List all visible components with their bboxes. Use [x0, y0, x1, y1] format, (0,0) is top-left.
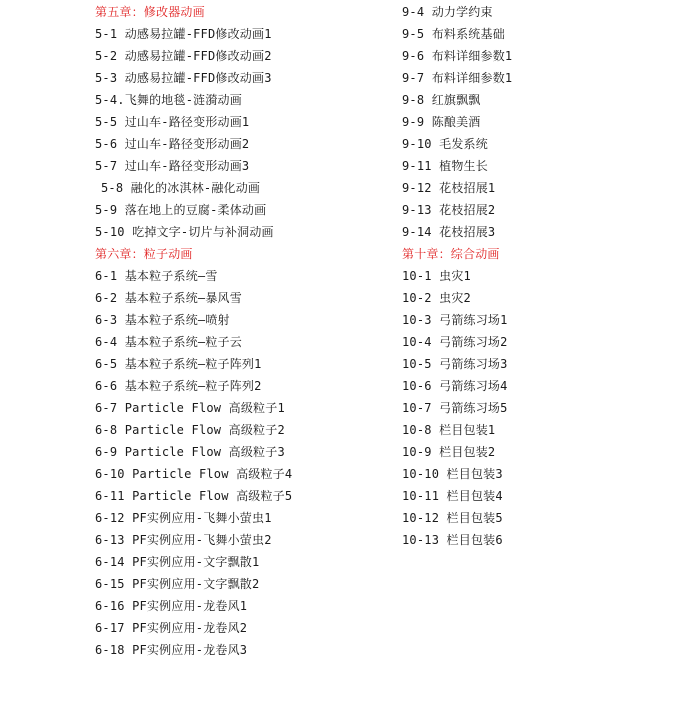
- lesson-item: 9-9 陈酿美酒: [402, 115, 481, 129]
- lesson-item: 6-3 基本粒子系统—喷射: [95, 313, 230, 327]
- lesson-item: 10-2 虫灾2: [402, 291, 471, 305]
- lesson-item: 9-11 植物生长: [402, 159, 488, 173]
- lesson-item: 6-6 基本粒子系统—粒子阵列2: [95, 379, 262, 393]
- lesson-item: 6-15 PF实例应用-文字飘散2: [95, 577, 260, 591]
- lesson-item: 6-18 PF实例应用-龙卷风3: [95, 643, 248, 657]
- lesson-item: 5-7 过山车-路径变形动画3: [95, 159, 250, 173]
- lesson-item: 10-13 栏目包装6: [402, 533, 503, 547]
- lesson-item: 9-7 布料详细参数1: [402, 71, 513, 85]
- lesson-item: 6-5 基本粒子系统—粒子阵列1: [95, 357, 262, 371]
- chapter-heading: 第六章：粒子动画: [95, 247, 193, 261]
- lesson-item: 10-6 弓箭练习场4: [402, 379, 508, 393]
- chapter-heading: 第五章：修改器动画: [95, 5, 205, 19]
- lesson-item: 6-16 PF实例应用-龙卷风1: [95, 599, 248, 613]
- lesson-item: 6-8 Particle Flow 高级粒子2: [95, 423, 285, 437]
- lesson-item: 9-12 花枝招展1: [402, 181, 496, 195]
- lesson-item: 6-12 PF实例应用-飞舞小萤虫1: [95, 511, 272, 525]
- lesson-item: 10-8 栏目包装1: [402, 423, 496, 437]
- lesson-item: 9-10 毛发系统: [402, 137, 488, 151]
- lesson-item: 9-4 动力学约束: [402, 5, 493, 19]
- lesson-item: 10-5 弓箭练习场3: [402, 357, 508, 371]
- lesson-item: 6-10 Particle Flow 高级粒子4: [95, 467, 293, 481]
- lesson-item: 6-14 PF实例应用-文字飘散1: [95, 555, 260, 569]
- lesson-item: 6-2 基本粒子系统—暴风雪: [95, 291, 242, 305]
- lesson-item: 5-5 过山车-路径变形动画1: [95, 115, 250, 129]
- lesson-item: 10-4 弓箭练习场2: [402, 335, 508, 349]
- lesson-item: 6-9 Particle Flow 高级粒子3: [95, 445, 285, 459]
- lesson-item: 9-14 花枝招展3: [402, 225, 496, 239]
- lesson-item: 5-2 动感易拉罐-FFD修改动画2: [95, 49, 272, 63]
- lesson-item: 5-4.飞舞的地毯-涟漪动画: [95, 93, 242, 107]
- lesson-item: 5-6 过山车-路径变形动画2: [95, 137, 250, 151]
- lesson-item: 6-4 基本粒子系统—粒子云: [95, 335, 242, 349]
- lesson-item: 5-8 融化的冰淇林-融化动画: [101, 181, 261, 195]
- lesson-item: 9-8 红旗飘飘: [402, 93, 481, 107]
- lesson-item: 10-7 弓箭练习场5: [402, 401, 508, 415]
- lesson-item: 10-10 栏目包装3: [402, 467, 503, 481]
- lesson-item: 10-11 栏目包装4: [402, 489, 503, 503]
- lesson-item: 6-1 基本粒子系统—雪: [95, 269, 218, 283]
- lesson-item: 10-9 栏目包装2: [402, 445, 496, 459]
- lesson-item: 5-10 吃掉文字-切片与补洞动画: [95, 225, 274, 239]
- lesson-item: 9-6 布料详细参数1: [402, 49, 513, 63]
- chapter-heading: 第十章：综合动画: [402, 247, 500, 261]
- lesson-item: 5-3 动感易拉罐-FFD修改动画3: [95, 71, 272, 85]
- lesson-item: 10-3 弓箭练习场1: [402, 313, 508, 327]
- lesson-item: 6-11 Particle Flow 高级粒子5: [95, 489, 293, 503]
- lesson-item: 10-12 栏目包装5: [402, 511, 503, 525]
- lesson-item: 10-1 虫灾1: [402, 269, 471, 283]
- lesson-item: 9-13 花枝招展2: [402, 203, 496, 217]
- toc-right-column: [402, 1, 692, 551]
- lesson-item: 5-1 动感易拉罐-FFD修改动画1: [95, 27, 272, 41]
- lesson-item: 6-13 PF实例应用-飞舞小萤虫2: [95, 533, 272, 547]
- toc-left-column: [95, 1, 395, 661]
- lesson-item: 6-7 Particle Flow 高级粒子1: [95, 401, 285, 415]
- lesson-item: 9-5 布料系统基础: [402, 27, 505, 41]
- lesson-item: 5-9 落在地上的豆腐-柔体动画: [95, 203, 267, 217]
- lesson-item: 6-17 PF实例应用-龙卷风2: [95, 621, 248, 635]
